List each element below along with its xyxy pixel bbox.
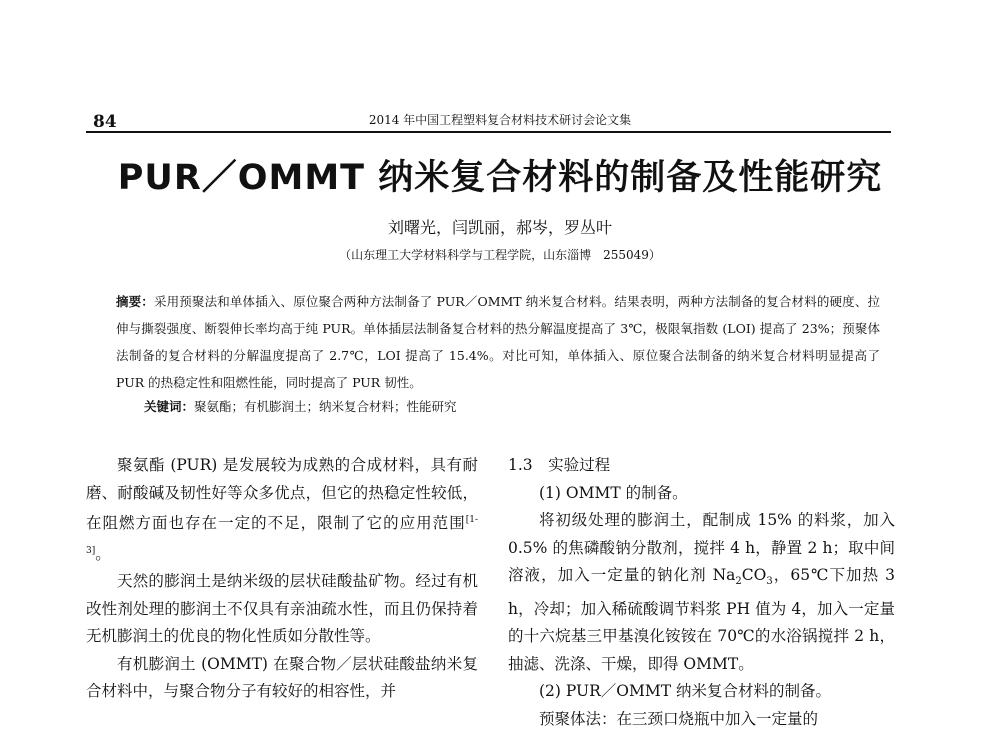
paper-title: PUR／OMMT 纳米复合材料的制备及性能研究 <box>117 158 883 198</box>
paragraph-text: 将初级处理的膨润土，配制成 15% 的料浆，加入 0.5% 的焦磷酸钠分散剂，搅拌 4 h，静置 2 h；取中间溶液，加入一定量的钠化剂 Na <box>508 511 895 584</box>
affiliation: （山东理工大学材料科学与工程学院，山东淄博 255049） <box>339 248 661 262</box>
subsection-heading: (1) OMMT 的制备。 <box>539 483 688 502</box>
abstract-label: 摘要： <box>116 294 154 309</box>
paragraph: 有机膨润土 (OMMT) 在聚合物／层状硅酸盐纳米复合材料中，与聚合物分子有较好的相容性，并 <box>86 654 478 701</box>
citation-ref: [1-3] <box>86 515 478 556</box>
paragraph: 预聚体法：在三颈口烧瓶中加入一定量的 <box>539 709 819 728</box>
keywords-label: 关键词： <box>144 399 195 414</box>
subscript: 3 <box>766 576 773 588</box>
section-heading: 1.3 实验过程 <box>508 456 611 474</box>
paragraph: 天然的膨润土是纳米级的层状硅酸盐矿物。经过有机改性剂处理的膨润土不仅具有亲油疏水性，而且仍保持着无机膨润土的优良的物化性质如分散性等。 <box>86 572 478 646</box>
page-number: 84 <box>93 112 117 132</box>
paragraph <box>508 507 895 678</box>
header-rule <box>86 131 891 133</box>
paragraph <box>86 452 478 568</box>
subscript: 2 <box>735 576 742 588</box>
keywords-text: 聚氨酯；有机膨润土；纳米复合材料；性能研究 <box>194 399 457 414</box>
keywords <box>144 397 884 415</box>
paragraph-text: 聚氨酯 (PUR) 是发展较为成熟的合成材料，具有耐磨、耐酸碱及韧性好等众多优点，但它的热稳定性较低，在阻燃方面也存在一定的不足，限制了它的应用范围 <box>86 456 478 533</box>
left-column <box>86 452 478 706</box>
paragraph-text: 。 <box>95 544 111 563</box>
abstract-text: 采用预聚法和单体插入、原位聚合两种方法制备了 PUR／OMMT 纳米复合材料。结果表明，两种方法制备的复合材料的硬度、拉伸与撕裂强度、断裂伸长率均高于纯 PUR。单体插层法制备复合材料的热分解温度提高了 3℃，极限氧指数 (LOI) 提高了 23%；预聚体法制备的复合材料的分解温度提高了 2.7℃，LOI 提高了 15.4%。对比可知，单体插入、原位聚合法制备的纳米复合材料明显提高了 PUR 的热稳定性和阻燃性能，同时提高了 PUR 韧性。 <box>116 294 880 390</box>
right-column <box>508 452 895 733</box>
abstract <box>116 288 880 396</box>
subsection-heading: (2) PUR／OMMT 纳米复合材料的制备。 <box>539 682 831 701</box>
running-head: 2014 年中国工程塑料复合材料技术研讨会论文集 <box>368 113 632 127</box>
author-list: 刘曙光，闫凯丽，郝岑，罗丛叶 <box>387 218 612 237</box>
paragraph-text: ，65℃下加热 3 h，冷却；加入稀硫酸调节料浆 PH 值为 4，加入一定量的十六烷基三甲基溴化铵铵在 70℃的水浴锅搅拌 2 h，抽滤、洗涤、干燥，即得 OMMT。 <box>508 566 895 673</box>
paragraph-text: CO <box>741 566 767 584</box>
